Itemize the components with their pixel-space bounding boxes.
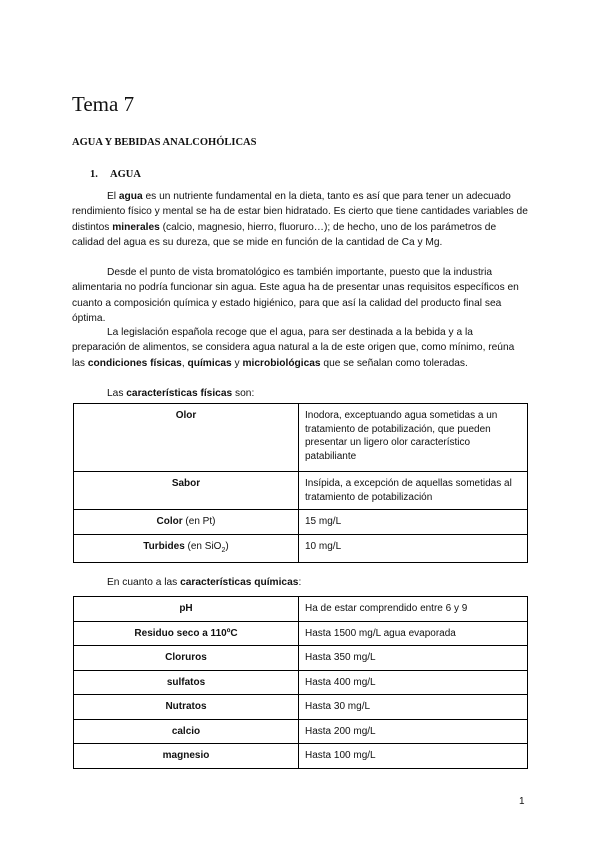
value-cell: Hasta 200 mg/L [299, 719, 528, 744]
value-cell: Hasta 400 mg/L [299, 670, 528, 695]
value-cell: 10 mg/L [299, 534, 528, 563]
text-run: son: [232, 388, 255, 399]
physical-characteristics-table [73, 403, 528, 563]
param-cell [74, 510, 299, 535]
param-unit: (en Pt) [182, 516, 216, 527]
text-run: El [107, 191, 119, 202]
text-run: En cuanto a las [107, 577, 181, 588]
paragraph-bromatologico: Desde el punto de vista bromatológico es también importante, puesto que la industria alimentaria no podría funcionar sin agua. Este agua ha de presentar unas requisitos específicos en cuanto a composición química y estado higiénico, para que así la calidad del producto final sea óptima. [72, 267, 519, 324]
param-cell: Sabor [74, 472, 299, 510]
page-title: Tema 7 [72, 92, 135, 116]
paragraph-agua-intro [72, 189, 529, 250]
param-cell [74, 534, 299, 563]
param-cell: Cloruros [74, 646, 299, 671]
param-unit-close: ) [225, 540, 229, 552]
table-row [74, 621, 528, 646]
value-cell: Hasta 30 mg/L [299, 695, 528, 720]
bold-run: minerales [112, 221, 160, 233]
text-run: es un nutriente fundamental en la dieta, tanto es así que para tener un adecuado rendimiento físico y mental se ha de estar bien hidratado. Es cierto que tiene cantidades variables de distintos [72, 191, 528, 233]
param-cell: magnesio [74, 744, 299, 769]
value-cell: 15 mg/L [299, 510, 528, 535]
table-row [74, 646, 528, 671]
param-name: Turbides [143, 540, 185, 552]
text-run: Las [107, 388, 127, 399]
text-run: , [181, 357, 188, 369]
value-cell: Hasta 350 mg/L [299, 646, 528, 671]
table-row [74, 695, 528, 720]
param-cell: pH [74, 597, 299, 622]
table-row [74, 670, 528, 695]
value-cell: Hasta 100 mg/L [299, 744, 528, 769]
section-number: 1. [90, 169, 98, 180]
param-cell: Nutratos [74, 695, 299, 720]
text-run: (calcio, magnesio, hierro, fluoruro…); de hecho, uno de los parámetros de calidad del agua es su dureza, que se mide en función de la cantidad de Ca y Mg. [72, 221, 497, 248]
table-row [74, 472, 528, 510]
bold-run: microbiológicas [242, 357, 321, 369]
text-run: y [231, 357, 243, 369]
bold-run: químicas [187, 357, 232, 369]
bold-run: condiciones físicas [87, 357, 182, 369]
intro-caracteristicas-fisicas [72, 386, 529, 401]
table-row [74, 597, 528, 622]
chemical-characteristics-table [73, 596, 528, 769]
param-subscript: 2 [221, 546, 226, 554]
section-title: AGUA [110, 169, 141, 180]
value-cell: Inodora, exceptuando agua sometidas a un tratamiento de potabilización, que pueden presentar un ligero olor característico patabiliante [299, 404, 528, 472]
table-row [74, 744, 528, 769]
bold-run: características químicas [180, 577, 299, 588]
table-row [74, 404, 528, 472]
param-cell: sulfatos [74, 670, 299, 695]
bold-run: agua [118, 191, 143, 202]
text-run: La legislación española recoge que el agua, para ser destinada a la bebida y a la preparación de alimentos, se considera agua natural a la de este origen que, como mínimo, reúna las [72, 327, 515, 369]
param-cell: Residuo seco a 110ºC [74, 621, 299, 646]
text-run: : [298, 577, 302, 588]
table-row [74, 510, 528, 535]
paragraph-legislacion [72, 325, 529, 371]
table-row [74, 719, 528, 744]
text-run: que se señalan como toleradas. [320, 357, 468, 369]
section-heading [90, 169, 141, 180]
value-cell: Hasta 1500 mg/L agua evaporada [299, 621, 528, 646]
value-cell: Ha de estar comprendido entre 6 y 9 [299, 597, 528, 622]
document-subtitle: AGUA Y BEBIDAS ANALCOHÓLICAS [72, 137, 257, 148]
bold-run: características físicas [126, 388, 233, 399]
value-cell: Insípida, a excepción de aquellas sometidas al tratamiento de potabilización [299, 472, 528, 510]
intro-caracteristicas-quimicas [72, 575, 529, 590]
param-cell: calcio [74, 719, 299, 744]
param-name: Color [156, 516, 183, 527]
table-row [74, 534, 528, 563]
param-unit: (en SiO [184, 540, 222, 552]
param-cell: Olor [74, 404, 299, 472]
page-number: 1 [519, 796, 525, 807]
